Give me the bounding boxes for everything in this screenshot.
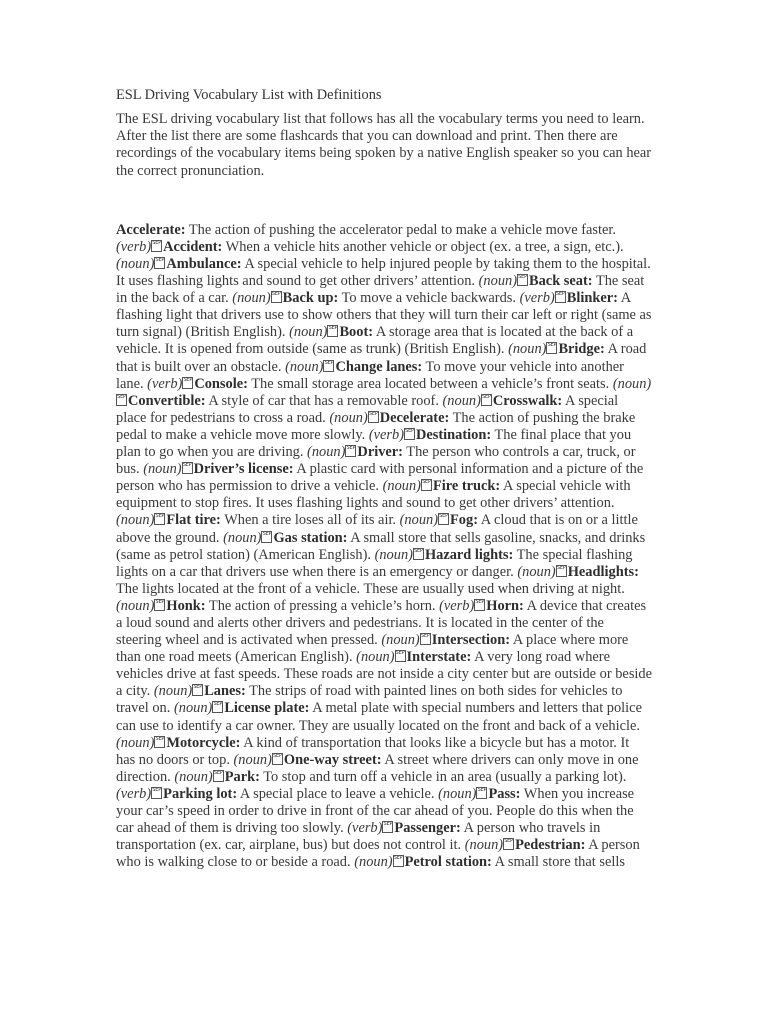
vocab-term: Gas station: <box>273 529 348 546</box>
vocab-definition: When you increase your car’s speed in order to drive in front of the car ahead of you. People do this when the car ahead of them is driving too slowly. <box>116 785 635 837</box>
part-of-speech: (noun) <box>232 290 271 307</box>
separator-glyph-icon: SEP <box>404 428 415 440</box>
vocab-term: Honk: <box>166 597 206 614</box>
vocab-definition: A small store that sells <box>491 854 625 871</box>
vocab-definition: A kind of transportation that looks like a bicycle but has a motor. It has no doors or top. <box>116 734 630 768</box>
vocab-term: Horn: <box>486 597 524 614</box>
separator-glyph-icon: SEP <box>382 821 393 833</box>
part-of-speech: (verb) <box>116 785 152 802</box>
vocab-definition: A plastic card with personal information and a picture of the person who has permission to drive a vehicle. <box>116 461 644 495</box>
vocab-definition: A person who travels in transportation (ex. car, airplane, bus) but does not control it. <box>116 820 601 854</box>
part-of-speech: (noun) <box>307 444 346 461</box>
vocab-definition: A cloud that is on or a little above the ground. <box>116 512 638 546</box>
vocab-term: Convertible: <box>128 392 206 409</box>
part-of-speech: (noun) <box>381 632 420 649</box>
vocab-term: Passenger: <box>394 820 461 837</box>
vocab-term: Motorcycle: <box>166 734 241 751</box>
part-of-speech: (noun) <box>517 563 556 580</box>
vocab-definition: A person who is walking close to or beside a road. <box>116 837 640 871</box>
vocab-term: Pedestrian: <box>515 837 586 854</box>
vocab-definition: A special place to leave a vehicle. <box>237 785 439 802</box>
separator-glyph-icon: SEP <box>154 736 165 748</box>
vocab-term: License plate: <box>224 700 310 717</box>
part-of-speech: (verb) <box>347 820 383 837</box>
vocab-definition: The action of pushing the brake pedal to make a vehicle move more slowly. <box>116 409 636 443</box>
part-of-speech: (noun) <box>143 461 182 478</box>
separator-glyph-icon: SEP <box>393 855 404 867</box>
part-of-speech: (noun) <box>478 273 518 290</box>
vocab-definition: A device that creates a loud sound and alerts other drivers and pedestrians. It is located in the center of the steering wheel and is activated when pressed. <box>116 597 647 649</box>
vocab-definition: A metal plate with special numbers and letters that police can use to identify a car owner. They are usually located on the front and back of a vehicle. <box>116 700 642 734</box>
part-of-speech: (noun) <box>329 409 368 426</box>
vocab-definition: The action of pressing a vehicle’s horn. <box>205 597 440 614</box>
vocab-definition: A street where drivers can only move in one direction. <box>116 751 639 785</box>
vocab-term: Boot: <box>339 324 374 341</box>
vocab-term: Change lanes: <box>335 358 423 375</box>
vocab-term: Console: <box>194 375 248 392</box>
separator-glyph-icon: SEP <box>154 257 165 269</box>
part-of-speech: (verb) <box>368 426 404 443</box>
vocab-definition: The special flashing lights on a car that drivers use when there is an emergency or danger. <box>116 546 633 580</box>
part-of-speech: (noun) <box>116 597 155 614</box>
vocab-term: Bridge: <box>558 341 605 358</box>
separator-glyph-icon: SEP <box>154 513 165 525</box>
vocab-definition: The action of pushing the accelerator pedal to make a vehicle move faster. <box>185 221 616 238</box>
vocab-term: Destination: <box>415 426 492 443</box>
part-of-speech: (noun) <box>399 512 439 529</box>
intro-paragraph: The ESL driving vocabulary list that follows has all the vocabulary terms you need to learn. After the list there are some flashcards that you can download and print. Then there are recordings of the vocabulary items being spoken by a native English speaker so you can hear the correct pronunciation. <box>116 111 652 179</box>
vocab-definition: A road that is built over an obstacle. <box>116 341 647 375</box>
vocab-definition: A storage area that is located at the back of a vehicle. It is opened from outside (same as trunk) (British English). <box>116 324 634 358</box>
vocab-definition: To stop and turn off a vehicle in an area (usually a parking lot). <box>259 768 627 785</box>
separator-glyph-icon: SEP <box>271 291 282 303</box>
vocab-definition: The lights located at the front of a vehicle. These are usually used when driving at night. <box>116 580 625 597</box>
document-page <box>116 86 652 871</box>
separator-glyph-icon: SEP <box>420 633 431 645</box>
vocab-term: Petrol station: <box>404 854 492 871</box>
vocab-definition: To move a vehicle backwards. <box>338 290 520 307</box>
vocab-term: Ambulance: <box>166 256 242 272</box>
vocab-term: Fog: <box>450 512 478 529</box>
part-of-speech: (verb) <box>147 375 183 392</box>
vocab-definition: A special vehicle with equipment to stop fires. It uses flashing lights and sound to get other drivers’ attention. <box>116 478 631 512</box>
vocab-definition: The small storage area located between a vehicle’s front seats. <box>247 375 613 392</box>
vocab-term: One-way street: <box>283 751 382 768</box>
part-of-speech: (noun) <box>508 341 547 358</box>
vocab-term: Flat tire: <box>166 512 221 529</box>
part-of-speech: (verb) <box>439 597 475 614</box>
vocab-definition: The strips of road with painted lines on both sides for vehicles to travel on. <box>116 683 623 717</box>
vocab-term: Driver: <box>357 444 403 461</box>
vocab-definition: A special vehicle to help injured people by taking them to the hospital. It uses flashing lights and sound to get other drivers’ attention. <box>116 256 651 290</box>
separator-glyph-icon: SEP <box>555 291 566 303</box>
part-of-speech: (noun) <box>382 478 421 495</box>
separator-glyph-icon: SEP <box>474 599 485 611</box>
vocab-term: Accident: <box>163 238 223 255</box>
separator-glyph-icon: SEP <box>182 462 193 474</box>
separator-glyph-icon: SEP <box>438 513 449 525</box>
vocab-definition: When a vehicle hits another vehicle or object (ex. a tree, a sign, etc.). <box>222 238 624 255</box>
part-of-speech: (noun) <box>438 785 477 802</box>
separator-glyph-icon: SEP <box>182 377 193 389</box>
vocab-term: Crosswalk: <box>492 392 563 409</box>
part-of-speech: (noun) <box>174 768 213 785</box>
vocab-definition: A flashing light that drivers use to show others that they will turn their car left or right (same as turn signal) (British English). <box>116 290 652 341</box>
separator-glyph-icon: SEP <box>556 565 567 577</box>
separator-glyph-icon: SEP <box>546 342 557 354</box>
separator-glyph-icon: SEP <box>151 240 162 252</box>
vocab-term: Back seat: <box>529 273 593 290</box>
vocabulary-list <box>116 222 652 872</box>
separator-glyph-icon: SEP <box>192 684 203 696</box>
vocab-definition: When a tire loses all of its air. <box>220 512 400 529</box>
separator-glyph-icon: SEP <box>421 479 432 491</box>
vocab-definition: A style of car that has a removable roof. <box>205 392 443 409</box>
vocab-definition: A special place for pedestrians to cross a road. <box>116 392 619 426</box>
part-of-speech: (noun) <box>612 375 652 392</box>
vocab-definition: The seat in the back of a car. <box>116 273 645 307</box>
separator-glyph-icon: SEP <box>261 531 272 543</box>
part-of-speech: (noun) <box>116 512 155 529</box>
separator-glyph-icon: SEP <box>368 411 379 423</box>
separator-glyph-icon: SEP <box>503 838 514 850</box>
vocab-definition: To move your vehicle into another lane. <box>116 358 624 392</box>
separator-glyph-icon: SEP <box>151 787 162 799</box>
vocab-definition: The final place that you plan to go when you are driving. <box>116 426 632 461</box>
vocab-term: Driver’s license: <box>193 461 294 478</box>
vocab-definition: A place where more than one road meets (American English). <box>116 632 629 666</box>
part-of-speech: (verb) <box>116 238 152 255</box>
vocab-definition: A small store that sells gasoline, snacks, and drinks (same as petrol station) (American English). <box>116 529 646 563</box>
part-of-speech: (noun) <box>116 734 155 751</box>
vocab-term: Back up: <box>282 290 339 307</box>
part-of-speech: (noun) <box>354 854 393 871</box>
separator-glyph-icon: SEP <box>116 394 127 406</box>
part-of-speech: (noun) <box>374 546 413 563</box>
separator-glyph-icon: SEP <box>272 753 283 765</box>
vocab-definition: The person who controls a car, truck, or bus. <box>116 444 636 478</box>
part-of-speech: (noun) <box>464 837 504 854</box>
separator-glyph-icon: SEP <box>481 394 492 406</box>
separator-glyph-icon: SEP <box>212 701 223 713</box>
vocab-term: Pass: <box>488 785 521 802</box>
vocab-term: Blinker: <box>566 290 618 307</box>
part-of-speech: (noun) <box>233 751 272 768</box>
vocab-term: Hazard lights: <box>424 546 514 563</box>
part-of-speech: (noun) <box>223 529 262 546</box>
vocab-term: Fire truck: <box>432 478 501 495</box>
separator-glyph-icon: SEP <box>154 599 165 611</box>
vocab-term: Intersection: <box>431 632 511 649</box>
vocab-term: Interstate: <box>406 649 472 666</box>
vocab-definition: A very long road where vehicles drive at fast speeds. These roads are not inside a city center but are outside or beside a city. <box>116 649 652 700</box>
separator-glyph-icon: SEP <box>213 770 224 782</box>
vocab-term: Lanes: <box>204 683 246 700</box>
part-of-speech: (noun) <box>173 700 213 717</box>
part-of-speech: (noun) <box>356 649 395 666</box>
separator-glyph-icon: SEP <box>476 787 487 799</box>
separator-glyph-icon: SEP <box>413 548 424 560</box>
part-of-speech: (noun) <box>153 683 193 700</box>
separator-glyph-icon: SEP <box>327 325 338 337</box>
vocab-term: Parking lot: <box>163 785 238 802</box>
page-title: ESL Driving Vocabulary List with Definitions <box>116 87 382 103</box>
separator-glyph-icon: SEP <box>517 274 528 286</box>
part-of-speech: (noun) <box>285 358 324 375</box>
vocab-term: Decelerate: <box>379 409 450 426</box>
vocab-term: Headlights: <box>567 563 639 580</box>
part-of-speech: (verb) <box>519 290 555 307</box>
part-of-speech: (noun) <box>442 392 481 409</box>
vocab-term: Park: <box>224 768 260 785</box>
separator-glyph-icon: SEP <box>395 650 406 662</box>
vocab-term: Accelerate: <box>116 221 186 238</box>
separator-glyph-icon: SEP <box>323 360 334 372</box>
part-of-speech: (noun) <box>289 324 328 341</box>
part-of-speech: (noun) <box>116 256 155 272</box>
separator-glyph-icon: SEP <box>345 445 356 457</box>
